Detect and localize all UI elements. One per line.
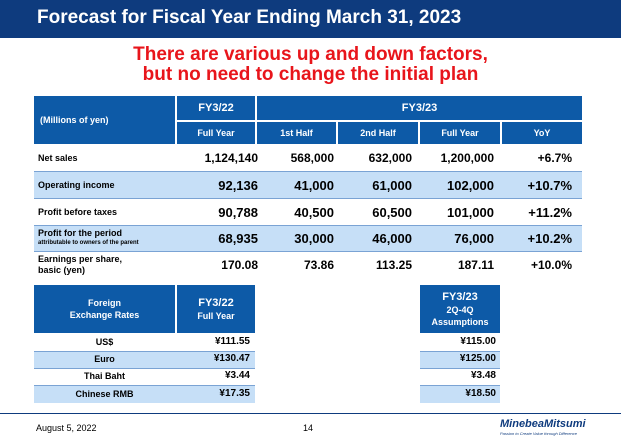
col-fy23-full-year: Full Year [420,122,500,144]
footer-date: August 5, 2022 [36,423,97,433]
table-row [34,172,582,198]
cell-value: +11.2% [528,205,572,220]
company-logo [500,418,586,436]
cell-value: 92,136 [218,178,258,193]
fx-fy23-note: Assumptions [431,316,489,327]
cell-value: 60,500 [372,205,412,220]
fx-row [34,335,255,351]
subtitle-line-1: There are various up and down factors, [133,44,488,65]
cell-value: 76,000 [454,231,494,246]
cell-value: 101,000 [447,205,494,220]
cell-value: 46,000 [372,231,412,246]
table-row [34,146,582,170]
fx-fy22-year: FY3/22 [198,297,234,309]
cell-value: 40,500 [294,205,334,220]
row-label: Operating income [38,180,115,190]
fx-currency: Chinese RMB [75,389,134,399]
fx-currency: Euro [94,354,115,364]
cell-value: 68,935 [218,231,258,246]
fx-row [34,386,255,403]
row-label-main: Profit for the period [38,228,122,238]
row-label: Net sales [38,153,78,163]
fx-fy23-rate: ¥125.00 [459,353,496,364]
fx-fy23-header [420,285,500,333]
col-yoy: YoY [502,122,582,144]
cell-value: 170.08 [221,258,258,272]
logo-tagline: Passion to Create Value through Difference [500,431,578,436]
row-label [38,228,139,247]
table-row [34,252,582,278]
col-fy22-full-year: Full Year [177,122,255,144]
fx-fy23-rate: ¥3.48 [470,370,496,381]
fx-fy22-header [177,285,255,333]
unit-header: (Millions of yen) [34,96,175,144]
row-label [38,254,122,276]
table-row [34,199,582,225]
logo-name: MinebeaMitsumi [500,418,586,430]
fx-fy22-rate: ¥130.47 [213,353,250,364]
cell-value: 1,200,000 [440,151,494,165]
cell-value: 187.11 [457,258,494,272]
row-label-sub: basic (yen) [38,265,86,275]
fx-currency: US$ [95,337,114,347]
cell-value: +10.7% [527,178,572,193]
fx-header-line-1: Foreign [88,298,121,308]
cell-value: +10.0% [530,258,572,272]
row-label-sub: attributable to owners of the parent [38,240,139,246]
fx-currency: Thai Baht [83,371,125,381]
fx-fy22-rate: ¥3.44 [224,370,250,381]
cell-value: +10.2% [527,231,572,246]
footer-divider [0,413,621,414]
fx-fy22-rate: ¥111.55 [214,336,250,347]
fx-header [34,285,175,333]
cell-value: 61,000 [372,178,412,193]
row-label-main: Earnings per share, [38,254,123,264]
fy23-header: FY3/23 [257,96,582,120]
cell-value: 73.86 [303,258,334,272]
cell-value: 102,000 [447,178,494,193]
cell-value: 30,000 [294,231,334,246]
cell-value: 90,788 [218,205,258,220]
col-1st-half: 1st Half [257,122,336,144]
cell-value: 1,124,140 [204,151,258,165]
cell-value: 632,000 [368,151,412,165]
title-bar [0,0,621,38]
fy22-header: FY3/22 [177,96,255,120]
fx-fy23-rate: ¥115.00 [460,336,496,347]
subtitle-line-2: but no need to change the initial plan [142,64,479,85]
fx-row [34,369,255,385]
fx-fy23-rate: ¥18.50 [465,388,496,399]
fx-row [420,386,500,403]
fx-header-line-2: Exchange Rates [69,310,140,320]
table-row [34,226,582,251]
cell-value: 568,000 [290,151,334,165]
col-2nd-half: 2nd Half [338,122,418,144]
fx-fy22-period: Full Year [197,311,235,321]
fx-fy23-period: 2Q-4Q [446,304,474,315]
cell-value: 41,000 [294,178,334,193]
row-label: Profit before taxes [38,207,118,217]
fx-row [34,352,255,368]
cell-value: 113.25 [375,258,412,272]
fx-row [420,369,500,385]
fx-row [420,335,500,351]
page-title: Forecast for Fiscal Year Ending March 31, 2023 [37,7,462,28]
fx-fy23-year: FY3/23 [442,290,478,303]
page-number: 14 [303,423,314,433]
fx-row [420,352,500,368]
cell-value: +6.7% [537,151,572,165]
fx-fy22-rate: ¥17.35 [219,388,250,399]
